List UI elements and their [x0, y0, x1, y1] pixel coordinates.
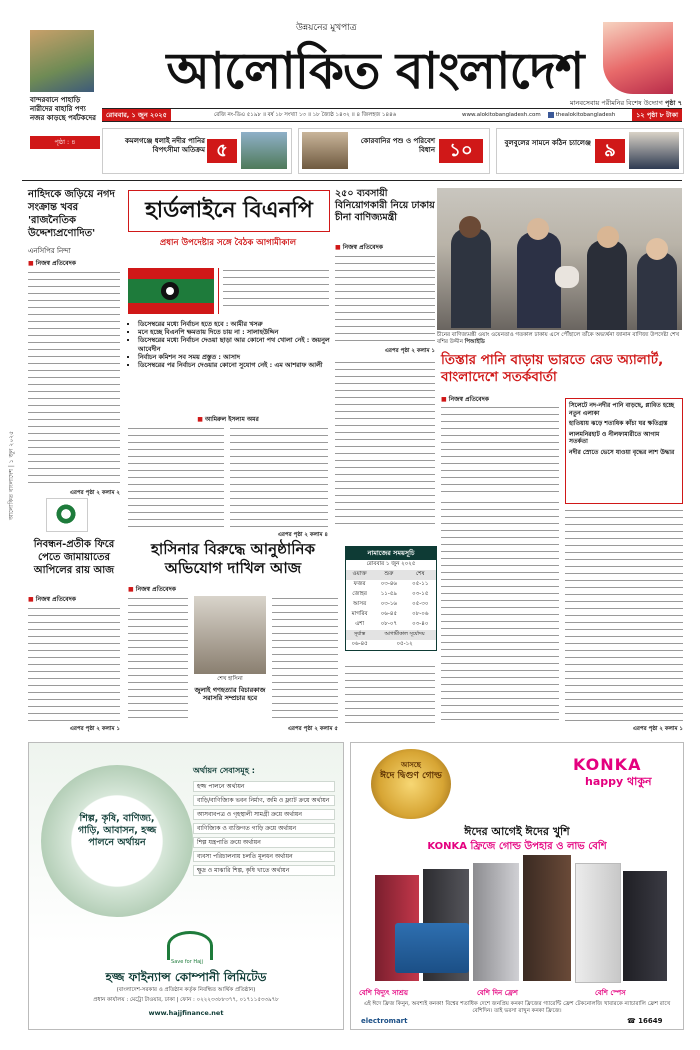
- lead-body-col2b: [230, 426, 328, 530]
- konka-dealer: electromart: [361, 1017, 408, 1025]
- prayer-cell: ০৩-৪০: [412, 621, 429, 627]
- konka-badge-main: ঈদে দ্বিগুণ গোল্ড: [380, 771, 442, 781]
- prayer-cell: ০৩-১৬: [380, 601, 398, 607]
- masthead-title: আলোকিত বাংলাদেশ: [166, 41, 584, 100]
- konka-badge-top: আসছে: [401, 761, 421, 769]
- teesta-body-col2: [441, 500, 559, 724]
- facebook-handle: thealokitobangladesh: [555, 112, 616, 118]
- lead-bullet: ▪ নির্বাচন কমিশন সব সময় প্রস্তুত : আসাদ: [138, 353, 338, 361]
- ad-service-item: বাণিজ্যিক ও ব্যক্তিগত গাড়ি ক্রয়ে অর্থায়ন: [193, 823, 335, 834]
- teesta-body-col3: [565, 508, 683, 724]
- konka-subheadline: KONKA ফ্রিজে গোল্ড উপহার ও লাভ বেশি: [427, 841, 607, 852]
- prayer-cell: এশা: [355, 621, 365, 627]
- slogan-page: পৃষ্ঠা ৭: [664, 99, 682, 107]
- prayer-row: [346, 590, 436, 600]
- lead-jump: এরপর পৃষ্ঠা ২ কলাম ৪: [277, 532, 328, 538]
- photo-caption: [437, 332, 682, 346]
- prayer-cell: ০৮-০৭: [380, 621, 398, 627]
- pages-price: ১২ পৃষ্ঠা ৮ টাকা: [632, 109, 682, 121]
- prayer-cell: ০৬-৪৫: [380, 611, 398, 617]
- teaser-photo: [241, 132, 287, 169]
- issue-info: রেজি নং-ডিএ ৫১৯৮ ॥ বর্ষ ১৮ সংখ্যা ১৩ ॥ ১৮ জ্যৈষ্ঠ ১৪৩২ ॥ ৪ জিলহজ ১৪৪৬: [214, 112, 397, 118]
- byline-icon: ■: [28, 596, 36, 603]
- prayer-header: ওয়াক্ত: [352, 571, 367, 577]
- prayer-cell: আসর: [353, 601, 367, 607]
- left-story-body: [28, 270, 120, 488]
- teesta-byline: [441, 394, 541, 405]
- prayer-foot-value: ০৫-১২: [396, 641, 413, 647]
- left-story2-headline[interactable]: নিবন্ধন-প্রতীক ফিরে পেতে জামায়াতের আপিলের রায় আজ: [33, 539, 115, 576]
- prayer-row: [346, 600, 436, 610]
- byline-icon: ■: [335, 244, 343, 251]
- china-byline: [335, 242, 435, 253]
- teesta-bullet: নদীর স্রোতে ভেসে যাওয়া বৃদ্ধের লাশ উদ্ধার: [569, 448, 675, 456]
- prayer-table: [346, 570, 436, 650]
- facebook-icon: [548, 112, 554, 118]
- konka-feature: বেশি স্পেস: [595, 989, 626, 997]
- byline-icon: ■: [441, 396, 449, 403]
- left-story-jump: এরপর পৃষ্ঠা ২ কলাম ২: [69, 490, 120, 496]
- lead-headline-box: [128, 190, 330, 232]
- date-badge: রোববার, ১ জুন ২০২৫: [102, 109, 171, 121]
- hajj-logo-icon: [167, 931, 213, 960]
- prayer-cell: ফজর: [353, 581, 366, 587]
- website-link[interactable]: www.alokitobangladesh.com: [462, 112, 541, 118]
- left-story2-body: [28, 606, 120, 724]
- masthead-divider: [22, 180, 682, 181]
- lead-bullet: ▪ মনে হচ্ছে বিএনপি ক্ষমতায় দিতে চায় না : সালাহউদ্দিন: [138, 328, 338, 336]
- prayer-cell: ০৩-৪৬: [380, 581, 398, 587]
- byline-icon: ■: [28, 260, 36, 267]
- konka-hotline[interactable]: [627, 1017, 663, 1025]
- jamaat-logo: [46, 498, 88, 532]
- prayer-row: [346, 580, 436, 590]
- lead-bullet: ▪ ডিসেম্বরের মধ্যে নির্বাচন হতে হবে : আমীর খসরু: [138, 320, 338, 328]
- phone-icon: ☎: [627, 1017, 639, 1025]
- hasina-byline: [128, 584, 228, 595]
- konka-brand: KONKA: [573, 755, 642, 774]
- teaser-page: ৫: [207, 139, 237, 163]
- hasina-headline[interactable]: হাসিনার বিরুদ্ধে আনুষ্ঠানিক অভিযোগ দাখিল আজ: [151, 540, 315, 577]
- hasina-body-col3: [272, 596, 338, 724]
- konka-feature: বেশি বিদ্যুৎ সাশ্রয়: [359, 989, 408, 997]
- hasina-body-col1: [128, 596, 188, 724]
- prayer-row: [346, 620, 436, 630]
- teaser-page: ১০: [439, 139, 483, 163]
- left-story-headline[interactable]: নাহিদকে জড়িয়ে নগদ সংক্রান্ত খবর 'রাজনৈতিক উদ্দেশ্যপ্রণোদিত': [28, 189, 115, 239]
- prayer-box: [345, 546, 437, 651]
- prayer-foot-values: [346, 640, 436, 650]
- left-story2-byline: [28, 594, 120, 605]
- prayer-cell: ০৮-০৬: [412, 611, 429, 617]
- lead-byline: [128, 414, 328, 425]
- teesta-bullet-box: [565, 398, 683, 504]
- bnp-logo-caption: [218, 268, 329, 314]
- prayer-foot-label: সূর্যাস্ত: [353, 631, 366, 637]
- china-headline[interactable]: ২৫০ ব্যবসায়ী বিনিয়োগকারী নিয়ে ঢাকায় চীনা বাণিজ্যমন্ত্রী: [335, 188, 435, 223]
- prayer-foot-value: ০৬-৪৫: [351, 641, 368, 647]
- prayer-cell: ০৫-৩০: [412, 601, 429, 607]
- ad-konka[interactable]: [350, 742, 684, 1030]
- byline-text: নিজস্ব প্রতিবেদক: [342, 244, 383, 251]
- lead-bullets: [128, 320, 338, 369]
- lead-body-col1: [128, 426, 224, 530]
- prayer-foot-label: আগামীকাল সূর্যোদয়: [384, 631, 425, 637]
- china-body: [335, 254, 435, 346]
- lead-bullet: ▪ ডিসেম্বরের পর নির্বাচন দেওয়ার কোনো সুযোগ নেই : এম আশরাফ আলী: [138, 361, 338, 369]
- hajj-company-name: হজ্জ ফাইন্যান্স কোম্পানী লিমিটেড: [105, 970, 267, 984]
- masthead-tagline: উন্নয়নের মুখপাত্র: [296, 23, 357, 33]
- dateline-bar: [102, 108, 682, 122]
- prayer-header: শুরু: [384, 571, 394, 577]
- konka-features: [359, 987, 675, 1001]
- teaser-text: কোরবানির পশু ও পরিবেশ বিধান: [360, 137, 435, 154]
- konka-fridge-3: [473, 863, 519, 981]
- byline-text: নিজস্ব প্রতিবেদক: [35, 596, 76, 603]
- masthead-right-photo: [603, 22, 673, 94]
- teesta-body-col1: [441, 405, 559, 497]
- teaser-1[interactable]: [102, 128, 292, 174]
- left-story-byline: [28, 258, 120, 269]
- main-photo: [437, 188, 682, 330]
- konka-tagline: এই ঈদে ফ্রিজ কিনুন, অবশ্যই কনকা! বিশ্বের শতাধিক দেশে জনপ্রিয় কনকা ফ্রিজের গ্যারেন্টি ফ্রেশ টেকনোলজি খাবারকে ন্যাচারালি ফ্রেশ রাখে বেশিদিন। তাই ভরসা রাখুন কনকা ফ্রিজে।: [363, 1001, 671, 1014]
- left-story2-jump: এরপর পৃষ্ঠা ২ কলাম ১: [69, 726, 120, 732]
- masthead-left-caption: বান্দরবানে পাহাড়ি নারীদের বাহারি পণ্য নজর কাড়ছে পর্যটকদের: [30, 96, 96, 122]
- hajj-logo-tag: Save for Hajj: [171, 959, 203, 965]
- left-story-subhead: এনসিপির নিন্দা: [28, 247, 71, 255]
- teaser-text: কমলগঞ্জে ধলাই নদীর পানির বিপৎসীমা অতিক্রম: [124, 137, 205, 154]
- byline-text: আমিরুল ইসলাম অমর: [205, 416, 259, 423]
- masthead-left-photo: [30, 30, 94, 92]
- lead-bullet: ▪ ডিসেম্বরের মধ্যে নির্বাচন দেওয়া ছাড়া আর কোনো পথ খোলা নেই : জয়নুল আবেদীন: [138, 336, 338, 352]
- photo-credit: পিআইডি: [464, 339, 485, 345]
- caption-text: চীনের বাণিজ্যমন্ত্রী ওয়াং ওয়েনতাও গতকাল ঢাকায় এসে পৌঁছালে তাঁকে অভ্যর্থনা জানান বাণিজ্য উপদেষ্টা শেখ বশির উদ্দীন: [437, 332, 680, 345]
- lead-subhead: প্রধান উপদেষ্টার সঙ্গে বৈঠক আগামীকাল: [159, 238, 297, 248]
- ad-circle-text: শিল্প, কৃষি, বাণিজ্য, গাড়ি, আবাসন, হজ্জ পালনে অর্থায়ন: [77, 813, 157, 848]
- ad-services-box: [193, 765, 335, 876]
- konka-headline: ঈদের আগেই ঈদের খুশি: [464, 825, 570, 838]
- masthead-left-page: পৃষ্ঠা : ৪: [30, 136, 100, 149]
- hasina-photo-caption: জুলাই গণহত্যার বিচারকাজ সরাসরি সম্প্রচার হবে: [194, 686, 266, 702]
- side-label: আলোকিত বাংলাদেশ | ১ জুন ২০২৫: [8, 430, 15, 520]
- konka-fridge-6: [623, 871, 667, 981]
- hotline-number: 16649: [638, 1017, 663, 1025]
- teesta-bullet: হাতিয়ায় ঝড়ে শতাধিক কাঁচা ঘর ক্ষতিগ্রস্ত: [569, 420, 668, 427]
- teaser-3[interactable]: [496, 128, 684, 174]
- lead-headline[interactable]: হার্ডলাইনে বিএনপি: [145, 198, 313, 223]
- byline-icon: ■: [128, 586, 136, 593]
- teesta-bullet: সিলেটে নদ-নদীর পানি বাড়ছে, প্লাবিত হচ্ছে নতুন এলাকা: [569, 402, 675, 417]
- ad-service-item: ক্ষুদ্র ও মাঝারি শিল্প, কৃষি খাতে অর্থায়ন: [193, 865, 335, 876]
- ad-services-heading: অর্থায়ন সেবাসমূহ :: [193, 766, 255, 775]
- hasina-photo: [194, 596, 266, 674]
- prayer-cell: জোহর: [352, 591, 367, 597]
- teesta-headline[interactable]: তিস্তার পানি বাড়ায় ভারতে রেড অ্যালার্ট, বাংলাদেশে সতর্কবার্তা: [441, 352, 664, 385]
- lead-body-col3-cont: [335, 360, 435, 528]
- prayer-date: রোববার ১ জুন ২০২৫: [366, 561, 416, 567]
- hasina-jump: এরপর পৃষ্ঠা ২ কলাম ৫: [287, 726, 338, 732]
- byline-text: নিজস্ব প্রতিবেদক: [35, 260, 76, 267]
- prayer-cell: ০৩-১৫: [412, 591, 429, 597]
- ad-service-item: ব্যবসা পরিচালনায় চলতি মূলধন অর্থায়ন: [193, 851, 335, 862]
- prayer-cell: ০৫-১১: [412, 581, 429, 587]
- teaser-page: ৯: [595, 139, 625, 163]
- byline-text: নিজস্ব প্রতিবেদক: [448, 396, 489, 403]
- prayer-row: [346, 610, 436, 620]
- prayer-title: নামাজের সময়সূচি: [346, 547, 436, 560]
- konka-freezer: [395, 923, 469, 973]
- hasina-body-col4: [345, 664, 435, 724]
- prayer-header-row: [346, 570, 436, 580]
- hasina-photo-name: শেখ হাসিনা: [217, 676, 243, 682]
- byline-text: নিজস্ব প্রতিবেদক: [135, 586, 176, 593]
- ad-service-item: হজ্জ পালনে অর্থায়ন: [193, 781, 335, 792]
- teaser-photo: [302, 132, 348, 169]
- konka-feature: বেশি দিন ফ্রেশ: [477, 989, 518, 997]
- ad-hajj-finance[interactable]: [28, 742, 344, 1030]
- facebook-link[interactable]: [548, 109, 615, 121]
- konka-fridge-5: [575, 863, 621, 983]
- prayer-cell: মাগরিব: [351, 611, 368, 617]
- prayer-header: শেষ: [416, 571, 425, 577]
- bnp-flag: [128, 268, 214, 314]
- konka-fridge-4: [523, 855, 571, 981]
- hajj-url[interactable]: www.hajjfinance.net: [148, 1009, 224, 1017]
- teaser-text: বুলবুলের সামনে কঠিন চ্যালেঞ্জ: [504, 139, 591, 147]
- teaser-2[interactable]: [298, 128, 490, 174]
- slogan-text: মানবসেবায় পরীমনির বিশেষ উদ্যোগ: [570, 99, 663, 107]
- teesta-bullet: লালমনিরহাট ও নীলফামারীতে আগাম সতর্কতা: [569, 430, 660, 445]
- prayer-cell: ১১-৫৯: [380, 591, 397, 597]
- prayer-foot-labels: [346, 630, 436, 640]
- teesta-jump: এরপর পৃষ্ঠা ২ কলাম ১: [632, 726, 683, 732]
- china-jump: এরপর পৃষ্ঠা ২ কলাম ১: [384, 348, 435, 354]
- konka-gold-badge: [371, 749, 451, 819]
- ad-service-item: বাড়ি/বাণিজ্যিক ভবন নির্মাণ, জমি ও ফ্ল্যাট ক্রয়ে অর্থায়ন: [193, 795, 335, 806]
- konka-brand-tag: happy থাকুন: [585, 775, 652, 788]
- teaser-photo: [629, 132, 679, 169]
- hajj-address: প্রধান কার্যালয় : মেট্রো টাওয়ার, ঢাকা | ফোন : ০২২২৩৩৮৮৩৭৭, ০১৭১১৫৩৩৯৭৮: [93, 997, 279, 1003]
- ad-service-item: আসবাবপত্র ও গৃহস্থালী সামগ্রী ক্রয়ে অর্থায়ন: [193, 809, 335, 820]
- hajj-company-sub: (বাংলাদেশ-সরকার ও প্রতিষ্ঠান কর্তৃক নিবন্ধিত আর্থিক প্রতিষ্ঠান): [116, 987, 256, 993]
- ad-service-item: শিল্প যন্ত্রপাতি ক্রয়ে অর্থায়ন: [193, 837, 335, 848]
- byline-icon: ■: [197, 416, 205, 423]
